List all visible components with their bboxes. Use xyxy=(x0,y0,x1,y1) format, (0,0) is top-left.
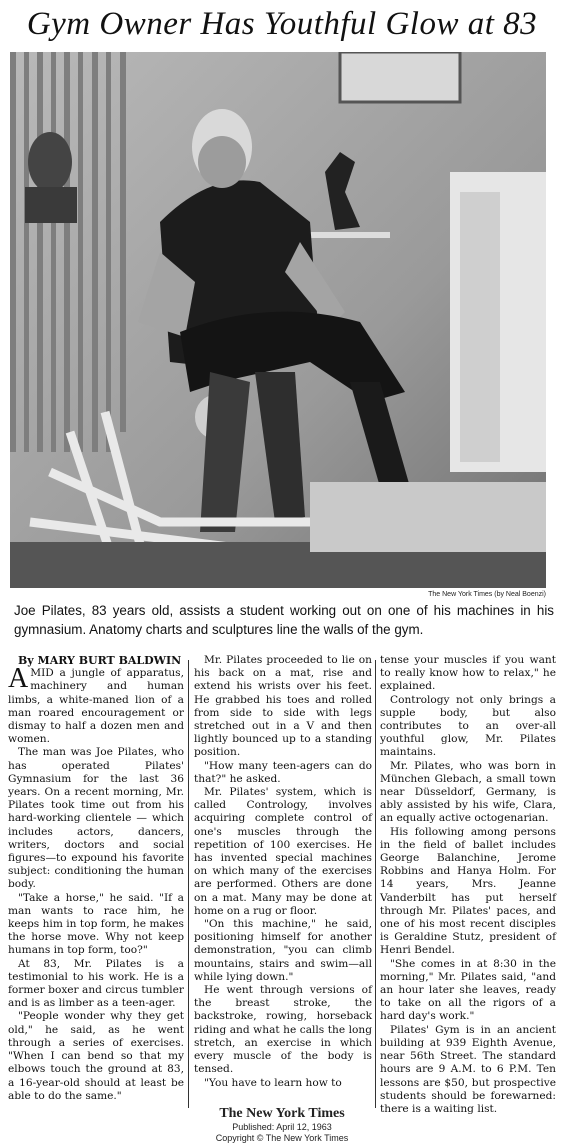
article-column-3 xyxy=(380,654,556,1116)
paragraph: "How many teen-agers can do that?" he asked. xyxy=(194,759,372,785)
paragraph: His following among persons in the field of ballet includes George Balanchine, Jerome Robbins and Hanya Holm. For 14 years, Mrs. Jeanne Vanderbilt has put herself through Mr. Pilates' paces, and one of his most recent disciples is Geraldine Stutz, president of Henri Bendel. xyxy=(380,825,556,957)
column-divider xyxy=(188,660,189,1108)
paragraph: tense your muscles if you want to really know how to relax," he explained. xyxy=(380,654,556,693)
nyt-logo: The New York Times xyxy=(219,1106,345,1121)
paragraph: Mr. Pilates, who was born in München Glebach, a small town near Düsseldorf, Germany, is ably assisted by his wife, Clara, an equally active octogenarian. xyxy=(380,759,556,825)
published-date: Published: April 12, 1963 xyxy=(232,1122,332,1132)
paragraph: At 83, Mr. Pilates is a testimonial to his work. He is a former boxer and circus tumbler and is as limber as a teen-ager. xyxy=(8,957,184,1010)
photo-credit: The New York Times (by Neal Boenzi) xyxy=(428,591,546,598)
photo-caption: Joe Pilates, 83 years old, assists a student working out on one of his machines in his gymnasium. Anatomy charts and sculptures line the walls of the gym. xyxy=(14,603,554,637)
paragraph: AMID a jungle of apparatus, machinery and human limbs, a white-maned lion of a man roared encouragement or dismay to half a dozen men and women. xyxy=(8,663,184,746)
paragraph: Mr. Pilates proceeded to lie on his back on a mat, rise and extend his wrists over his feet. He grabbed his toes and rolled from side to side with legs stretched out in a V and then lightly bounced up to a standing position. xyxy=(194,654,372,759)
paragraph: Pilates' Gym is in an ancient building at 939 Eighth Avenue, near 56th Street. The standard hours are 9 A.M. to 6 P.M. Ten lessons are $50, but prospective students should be forewarned: there is a waiting list. xyxy=(380,1023,556,1115)
photo-illustration xyxy=(10,52,546,588)
copyright-notice: Copyright © The New York Times xyxy=(215,1133,349,1143)
paragraph: "Take a horse," he said. "If a man wants to race him, he keeps him in top form, he makes the horse move. Why not keep humans in top form, too?" xyxy=(8,891,184,957)
paragraph: Contrology not only brings a supple body, but also contributes to an over-all youthful glow, Mr. Pilates maintains. xyxy=(380,693,556,759)
paragraph: "People wonder why they get old," he said, as he went through a series of exercises. "When I can bend so that my elbows touch the ground at 83, a 16-year-old should at least be able to do the same." xyxy=(8,1010,184,1102)
article-photo xyxy=(10,52,546,588)
headline: Gym Owner Has Youthful Glow at 83 xyxy=(26,6,538,42)
paragraph: Mr. Pilates' system, which is called Contrology, involves acquiring complete control of one's muscles through the repetition of 100 exercises. He has invented special machines on which many of the exercises are performed. Others are done on a mat. Many may be done at home on a rug or floor. xyxy=(194,786,372,917)
drop-cap: A xyxy=(8,663,29,695)
paragraph: "You have to learn how to xyxy=(204,1076,342,1089)
paragraph: "On this machine," he said, positioning himself for another demonstration, "you can climb mountains, stairs and swim—all while lying down." xyxy=(194,918,372,983)
paragraph: "She comes in at 8:30 in the morning," Mr. Pilates said, "and an hour later she leaves, ready to take on all the rigors of a hard day's work." xyxy=(380,957,556,1023)
article-column-1 xyxy=(8,654,184,1103)
paragraph: The man was Joe Pilates, who has operated Pilates' Gymnasium for the last 36 years. On a recent morning, Mr. Pilates took time out from his hard-working clientele — which includes actors, dancers, writers, doctors and social figures—to expound his favorite subject: conditioning the human body. xyxy=(8,746,184,891)
column-divider xyxy=(375,660,376,1108)
byline: By MARY BURT BALDWIN xyxy=(18,654,182,667)
paragraph: He went through versions of the breast stroke, the backstroke, rowing, horseback riding and what he calls the long stretch, an exercise in which every muscle of the body is tensed. xyxy=(194,984,372,1076)
article-column-2 xyxy=(194,654,372,1090)
